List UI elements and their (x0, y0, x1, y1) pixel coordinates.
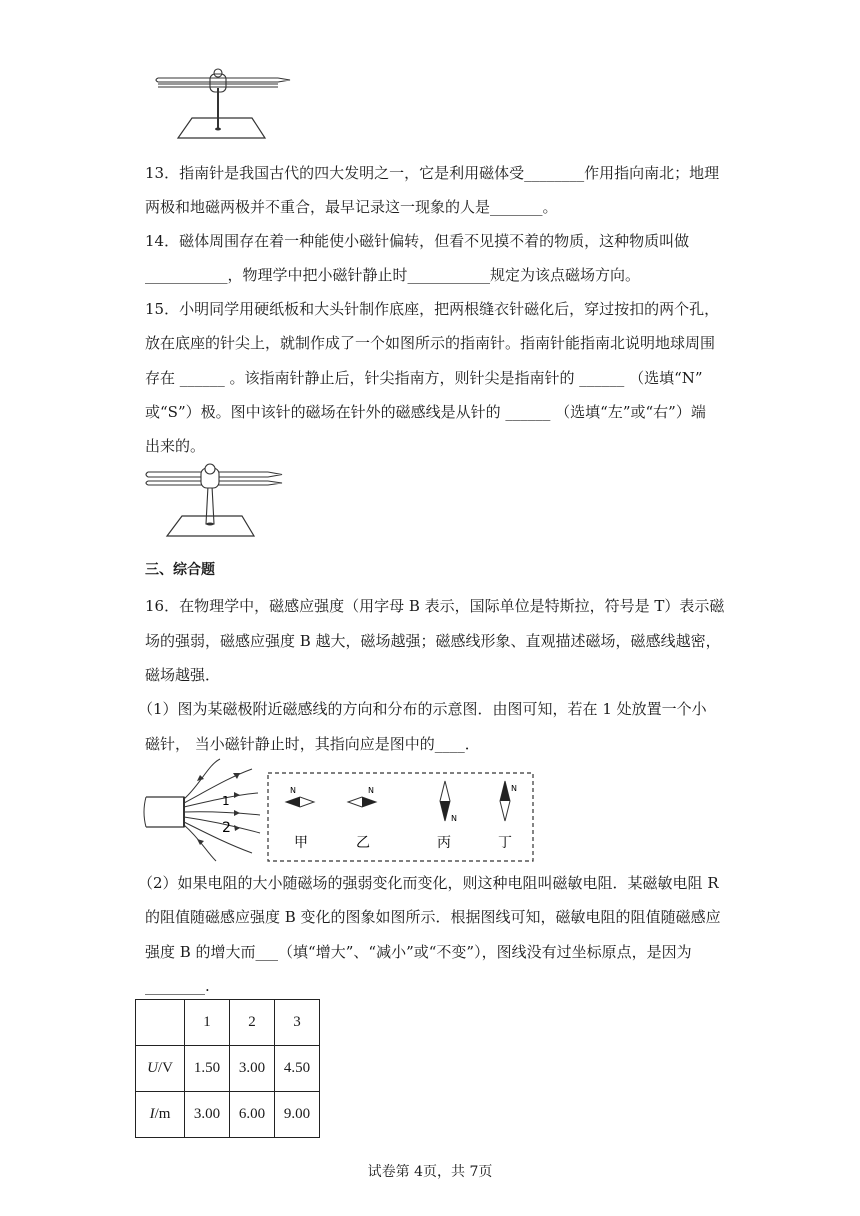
q16-part1-line-2: 磁针， 当小磁针静止时，其指向应是图中的____． (145, 735, 480, 753)
point-2-label: 2 (222, 820, 231, 836)
q15-line-4: 或“S”）极。图中该针的磁场在针外的磁感线是从针的 ______ （选填“左”或“右”）端 (145, 403, 706, 421)
row-label-unit: /V (157, 1060, 173, 1076)
q16-line-3: 磁场越强． (145, 666, 221, 684)
option-b-label: 乙 (356, 835, 370, 851)
table-cell: 3.00 (185, 1092, 230, 1138)
row-label-var: U (147, 1060, 158, 1076)
q15-line-5: 出来的。 (145, 437, 206, 455)
table-cell: 4.50 (275, 1046, 320, 1092)
q16-part2-line-3: 强度 B 的增大而___（填“增大”、“减小”或“不变”），图线没有过坐标原点，是因为 (145, 943, 692, 961)
table-row (136, 1092, 320, 1138)
table-header-row (136, 1000, 320, 1046)
table-cell: 6.00 (230, 1092, 275, 1138)
row-label (136, 1046, 185, 1092)
q16-part2-line-2: 的阻值随磁感应强度 B 变化的图象如图所示．根据图线可知，磁敏电阻的阻值随磁感应 (145, 908, 721, 926)
q15-line-2: 放在底座的针尖上，就制作成了一个如图所示的指南针。指南针能指南北说明地球周围 (145, 334, 716, 352)
compass-figure (142, 462, 302, 542)
row-label-var: I (149, 1106, 155, 1122)
table-cell: 2 (230, 1000, 275, 1046)
q16-line-2: 场的强弱，磁感应强度 B 越大，磁场越强；磁感线形象、直观描述磁场，磁感线越密， (145, 632, 721, 650)
compass-figure-top (150, 66, 300, 146)
option-d-label: 丁 (498, 835, 512, 851)
point-1-label: 1 (222, 794, 230, 808)
table-cell (136, 1000, 185, 1046)
option-c-label: 丙 (437, 835, 451, 851)
row-label (136, 1092, 185, 1138)
q16-line-1: 16．在物理学中，磁感应强度（用字母 B 表示，国际单位是特斯拉，符号是 T）表示磁 (145, 597, 725, 615)
q13-line-2: 两极和地磁两极并不重合，最早记录这一现象的人是_______。 (145, 198, 558, 216)
table-cell: 3.00 (230, 1046, 275, 1092)
needle-c-n: N (451, 814, 457, 823)
section-title: 三、综合题 (145, 562, 215, 578)
q15-line-1: 15．小明同学用硬纸板和大头针制作底座，把两根缝衣针磁化后，穿过按扣的两个孔， (145, 300, 720, 318)
table-cell: 9.00 (275, 1092, 320, 1138)
q15-line-3: 存在 ______ 。该指南针静止后，针尖指南方，则针尖是指南针的 ______ （选填“N” (145, 369, 703, 387)
q16-part1-line-1: （1）图为某磁极附近磁感线的方向和分布的示意图．由图可知，若在 1 处放置一个小 (138, 700, 707, 718)
needle-d-n: N (511, 784, 517, 793)
table-cell: 3 (275, 1000, 320, 1046)
q16-part2-line-1: （2）如果电阻的大小随磁场的强弱变化而变化，则这种电阻叫磁敏电阻．某磁敏电阻 R (138, 874, 719, 892)
q13-line-1: 13．指南针是我国古代的四大发明之一，它是利用磁体受________作用指向南北；地理 (145, 164, 720, 182)
option-a-label: 甲 (294, 835, 308, 851)
table-row (136, 1046, 320, 1092)
magnetic-field-figure (140, 755, 540, 865)
needle-a-n: N (290, 786, 296, 795)
table-cell: 1 (185, 1000, 230, 1046)
q14-line-1: 14．磁体周围存在着一种能使小磁针偏转，但看不见摸不着的物质，这种物质叫做 (145, 232, 690, 250)
row-label-unit: /m (154, 1106, 171, 1122)
q14-line-2: ___________，物理学中把小磁针静止时___________规定为该点磁场方向。 (145, 266, 641, 284)
q16-part2-line-4: ________. (145, 977, 210, 995)
page-footer: 试卷第 4页，共 7页 (367, 1164, 493, 1180)
table-cell: 1.50 (185, 1046, 230, 1092)
data-table (135, 999, 320, 1138)
needle-b-n: N (368, 786, 374, 795)
